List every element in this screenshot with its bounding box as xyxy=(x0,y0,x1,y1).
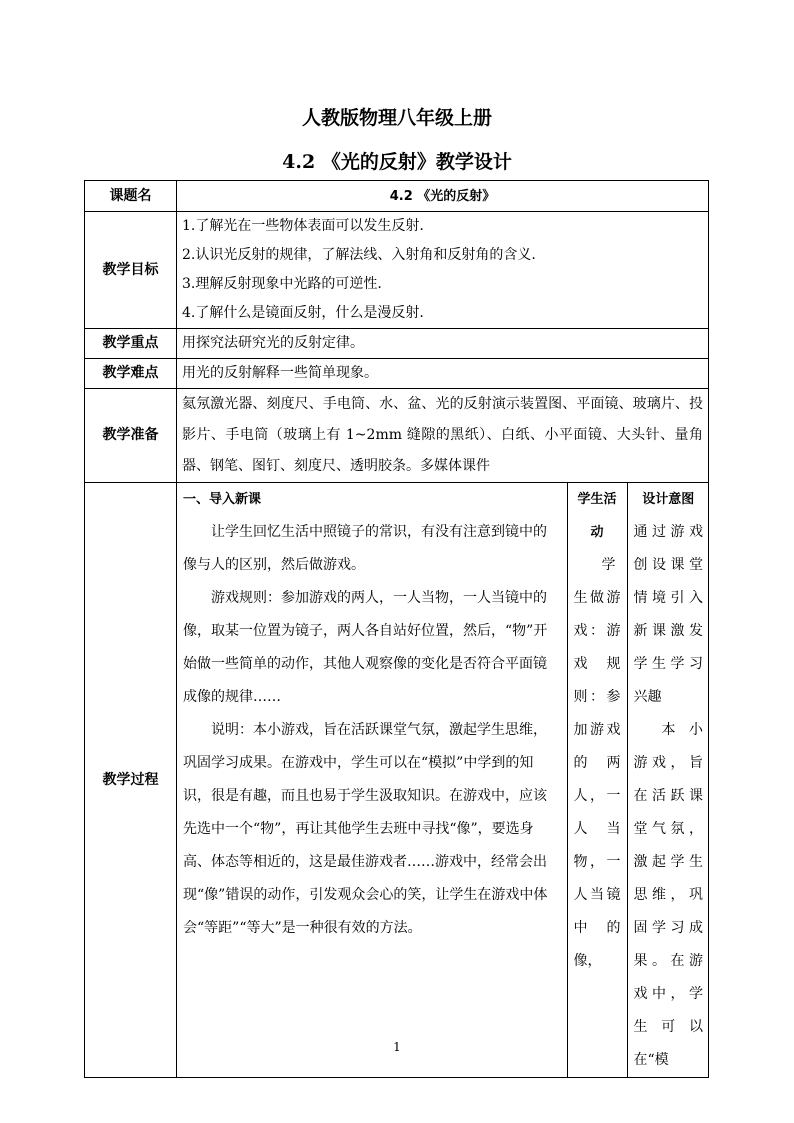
process-paragraph: 说明：本小游戏，旨在活跃课堂气氛，激起学生思维，巩固学习成果。在游戏中，学生可以在“模拟”中学到的知识，很是有趣，而且也易于学生汲取知识。在游戏中，应该先选中一个“物”，再让其他学生去班中寻找“像”，要选身高、体态等相近的，这是最佳游戏者……游戏中，经常会出现“像”错误的动作，引发观众会心的笑，让学生在游戏中体会“等距”“等大”是一种很有效的方法。 xyxy=(183,722,548,936)
goal-item: 2.认识光反射的规律，了解法线、入射角和反射角的含义. xyxy=(182,247,536,263)
goal-item: 4.了解什么是镜面反射，什么是漫反射. xyxy=(182,305,424,321)
difficulty-label: 教学难点 xyxy=(85,359,177,389)
section-title: 一、导入新课 xyxy=(183,492,262,507)
process-main xyxy=(177,483,567,1077)
key-point-value: 用探究法研究光的反射定律。 xyxy=(177,329,709,359)
process-cell xyxy=(177,483,709,1078)
process-paragraph: 让学生回忆生活中照镜子的常识，有没有注意到镜中的像与人的区别，然后做游戏。 xyxy=(183,524,547,573)
topic-value: 4.2 《光的反射》 xyxy=(177,181,709,212)
goal-item: 3.理解反射现象中光路的可逆性. xyxy=(182,276,382,292)
intent-column xyxy=(627,483,709,1077)
intent-text: 通过游戏创设课堂情境引入新课激发学生学习兴趣 xyxy=(633,524,703,705)
process-label: 教学过程 xyxy=(85,483,177,1078)
lesson-plan-table xyxy=(84,180,709,1078)
activity-header: 学生活动 xyxy=(577,492,617,540)
preparation-value: 氦氖激光器、刻度尺、手电筒、水、盆、光的反射演示装置图、平面镜、玻璃片、投影片、手电筒（玻璃上有 1~2mm 缝隙的黑纸）、白纸、小平面镜、大头针、量角器、钢笔、图钉、刻度尺、透明胶条。多媒体课件 xyxy=(177,389,709,483)
document-title: 人教版物理八年级上册 xyxy=(301,107,492,129)
difficulty-value: 用光的反射解释一些简单现象。 xyxy=(177,359,709,389)
goal-item: 1.了解光在一些物体表面可以发生反射. xyxy=(182,218,424,234)
goals-cell xyxy=(177,212,709,329)
page-number: 1 xyxy=(393,1040,401,1054)
activity-text: 学生做游戏：游戏规则：参加游戏的两人，一人当物，一人当镜中的像， xyxy=(573,557,621,969)
document-subtitle: 4.2 《光的反射》教学设计 xyxy=(282,151,512,173)
intent-header: 设计意图 xyxy=(642,492,695,507)
preparation-label: 教学准备 xyxy=(85,389,177,483)
process-paragraph: 游戏规则：参加游戏的两人，一人当物，一人当镜中的像，取某一位置为镜子，两人各自站好位置，然后，“物”开始做一些简单的动作，其他人观察像的变化是否符合平面镜成像的规律…… xyxy=(183,590,548,705)
intent-text: 本小游戏，旨在活跃课堂气氛，激起学生思维，巩固学习成果。在游戏中，学生可以在“模 xyxy=(633,722,703,1068)
topic-label: 课题名 xyxy=(85,181,177,212)
activity-column xyxy=(567,483,627,1077)
key-point-label: 教学重点 xyxy=(85,329,177,359)
process-subtable xyxy=(177,483,709,1077)
goals-label: 教学目标 xyxy=(85,212,177,329)
